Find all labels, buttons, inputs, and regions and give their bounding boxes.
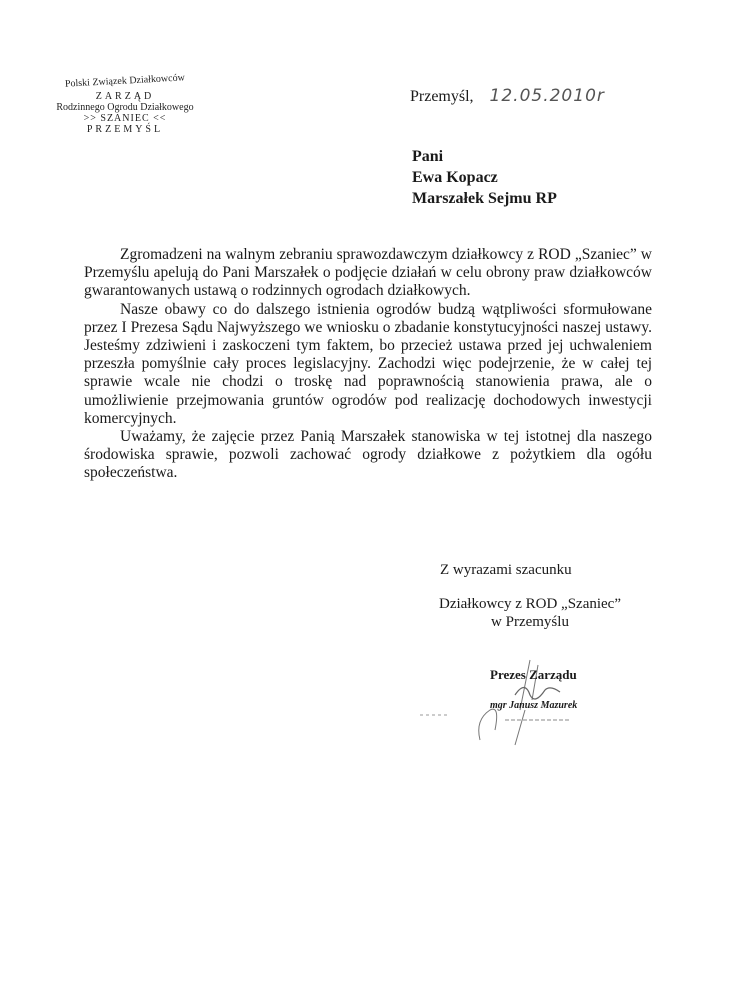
stamp-line: Rodzinnego Ogrodu Działkowego — [56, 102, 194, 113]
handwritten-date: 12.05.2010r — [489, 86, 605, 106]
closing-salutation: Z wyrazami szacunku — [440, 562, 572, 578]
addressee-name: Ewa Kopacz — [412, 169, 498, 186]
body-paragraph: Nasze obawy co do dalszego istnienia ogrodów budzą wątpliwości sformułowane przez I Prezesa Sądu Najwyższego we wniosku o zbadanie konstytucyjności naszej ustawy. Jesteśmy zdziwieni i zaskoczeni tym faktem, bo przecież ustawa przed jej uchwaleniem przeszła pomyślnie cały proces legislacyjny. Zachodzi więc podejrzenie, że w całej tej sprawie wcale nie chodzi o troskę nad poprawnością stanowienia prawa, ale o umożliwienie przejmowania gruntów ogrodów pod realizację dochodowych inwestycji komercyjnych. — [84, 300, 652, 427]
place: Przemyśl, — [410, 88, 474, 105]
addressee-salutation: Pani — [412, 148, 444, 165]
addressee-title: Marszałek Sejmu RP — [412, 190, 557, 207]
organization-stamp — [40, 72, 210, 135]
place-and-date — [410, 86, 605, 106]
body-paragraph: Uważamy, że zajęcie przez Panią Marszałek stanowiska w tej istotnej dla naszego środowiska sprawie, pozwoli zachować ogrody działkowe z pożytkiem dla ogółu społeczeństwa. — [84, 428, 652, 482]
sender-block — [420, 595, 640, 631]
stamp-line: ZARZĄD — [95, 91, 155, 102]
signatory-title: Prezes Zarządu — [490, 667, 577, 682]
stamp-line: PRZEMYŚL — [86, 124, 164, 135]
stamp-line: Polski Związek Działkowców — [64, 72, 186, 90]
sender-name: Działkowcy z ROD „Szaniec” — [438, 596, 621, 612]
stamp-line: >> SZANIEC << — [83, 113, 167, 124]
letter-body — [84, 246, 652, 483]
body-paragraph: Zgromadzeni na walnym zebraniu sprawozdawczym działkowcy z ROD „Szaniec” w Przemyślu apelują do Pani Marszałek o podjęcie działań w celu obrony praw działkowców gwarantowanych ustawą o rodzinnych ogrodach działkowych. — [84, 246, 652, 300]
sender-location: w Przemyślu — [491, 614, 569, 630]
signatory-name: mgr Janusz Mazurek — [490, 700, 578, 711]
addressee-block — [412, 146, 557, 209]
